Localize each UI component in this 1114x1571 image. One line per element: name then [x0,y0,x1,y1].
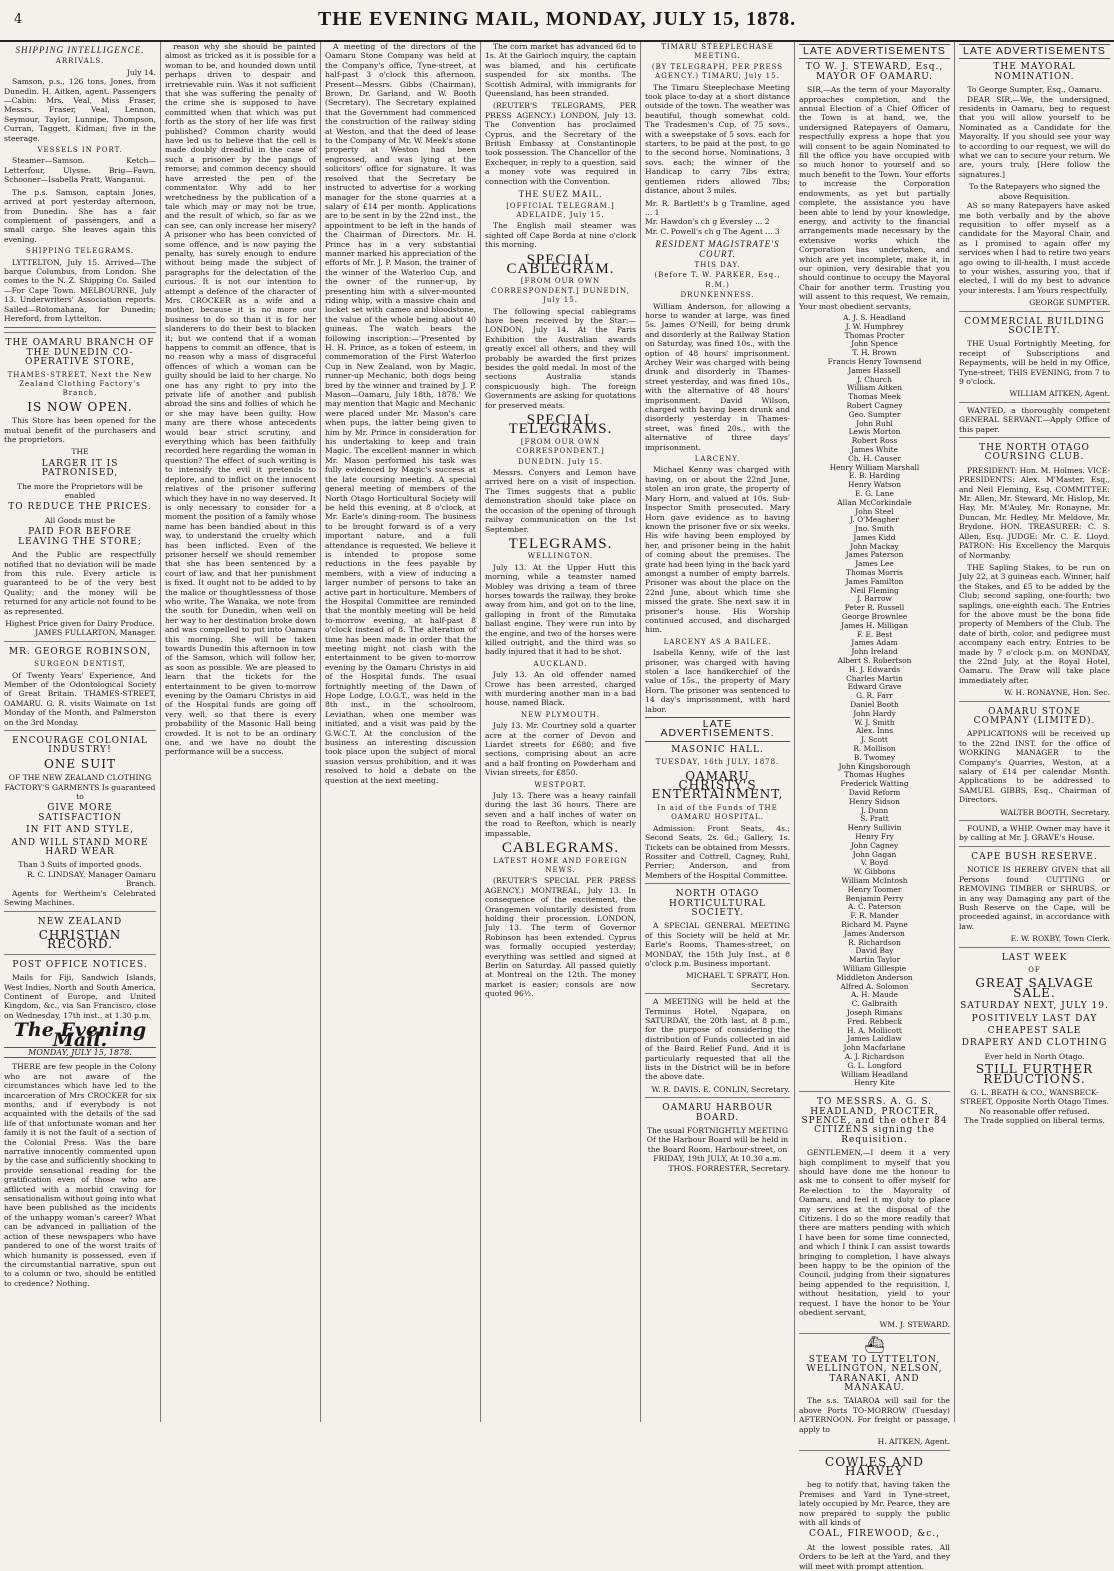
coal-big: COAL, FIREWOOD, &c., [808,1529,940,1540]
steamer-body: The s.s. TAIAROA will sail for the above Ports TO-MORROW (Tuesday) AFTERNOON. For freight or passage, apply to [799,1396,950,1434]
signatory-name: James Familton [845,576,904,586]
horticultural-heading: NORTH OTAGO HORTICULTURAL SOCIETY. [669,889,766,918]
signatory-name: Lewis Morton [848,427,901,437]
signatory-name: James Hassell [848,365,901,375]
record-heading: NEW ZEALAND [37,916,123,927]
steeplechase-sub: (BY TELEGRAPH, PER PRESS AGENCY.) TIMARU, July 15. [651,62,784,81]
masthead [0,0,1114,42]
sale-of: OF [1028,965,1041,974]
steeplechase-body: The Timaru Steeplechase Meeting took place to-day at a short distance outside of the town. The weather was beautiful, though somewhat cold. The Tradesmen's Cup, of 75 sovs., with a sweepstake of 5 sovs. each for starters, to be paid at the post, to go to the second horse. Nominations, 3 sovs. each; the winner of the Handicap to carry 7lbs extra; gentlemen riders allowed 7lbs; distance, about 3 miles. [645,82,790,196]
stone-company-signature: WALTER BOOTH, Secretary. [1000,807,1110,817]
coop-larger: LARGER IT IS PATRONISED, [41,458,119,479]
sale-signature: G. L. BEATH & CO., WANSBECK-STREET, Opposite North Otago Times. [959,1088,1109,1107]
sale-ever: Ever held in North Otago. [984,1051,1085,1061]
post-office-ad [4,954,156,1020]
auckland-body: July 13. An old offender named Crowe has been arrested, charged with murdering another man in a bad house, named Black. [485,670,636,708]
relief-meeting-ad [645,993,790,1094]
sale-trade: The Trade supplied on liberal terms. [964,1116,1105,1126]
signatory-name: Richard M. Payne [841,919,908,929]
industry-heading: ENCOURAGE COLONIAL INDUSTRY! [12,736,148,756]
new-plymouth-heading: NEW PLYMOUTH. [521,710,600,719]
arrivals-text: Samson, p.s., 126 tons, Jones, from Dunedin. H. Aitken, agent. Passengers—Cabin: Mrs. Veal, Miss Fraser, Messrs. Fraser, Veal, Lennon, Seymour, Taylor, Lunnipe, Thompson, Curran, Taggett, Kidman; five in the steerage. [4,77,156,143]
industry-body: OF THE NEW ZEALAND CLOTHING FACTORY'S GARMENTS Is guaranteed to [4,773,156,802]
shipping-note: The p.s. Samson, captain Jones, arrived at port yesterday afternoon, from Dunedin. She has a fair complement of passengers, and a small cargo. She leaves again this evening. [4,187,156,244]
signatory-name: Joseph Rimans [846,1007,903,1017]
westport-body: July 13. There was a heavy rainfall during the last 36 hours. There are seven and a half inches of water on the road to Reefton, which is nearly impassable. [485,791,636,838]
signatory-name: James Kidd [853,532,896,542]
signatory-name: E. B. Harding [848,471,901,481]
signatory-name: Henry Toomer [847,884,902,894]
shipping-telegrams-text: LYTTELTON, July 15. Arrived—The barque Columbus, from London. She comes to the N. Z. Shipping Co. Sailed—For Cape Town. MELBOURNE, July 13. Underwriters' Association reports. Sailed—Rotomahana, for Dunedin; Hereford, from Lyttelton. [4,257,156,323]
masonic-date: TUESDAY, 16th JULY, 1878. [655,758,780,767]
harbour-body: The usual FORTNIGHTLY MEETING Of the Harbour Board will be held in the Board Room, Harbour-street, on FRIDAY, 19th JULY, At 10.30 a.m. [646,1126,789,1164]
industry-signature: R. C. LINDSAY, Manager Oamaru Branch. [26,869,156,889]
result-item: Mr. Hawdon's ch g Eversley ... 2 [645,217,770,227]
signatory-name: Peter R. Russell [844,603,905,613]
result-item: Mr. C. Powell's ch g The Agent ... 3 [645,226,780,236]
signatory-name: Henry William Marshall [829,462,920,472]
special-telegrams-body: Messrs. Conyers and Lemon have arrived here on a visit of inspection. The Times suggests that a public demonstration should take place on the occasion of the opening of through railway communication on the 1st September. [485,468,636,534]
coop-store-ad [4,332,156,637]
section-shipping: SHIPPING INTELLIGENCE. [15,45,145,55]
coal-heading: COWLES AND HARVEY [825,1454,924,1478]
relief-meeting-signature: W. R. DAVIS. E. CONLIN, Secretary. [651,1084,790,1094]
signatory-name: A. J. Richardson [844,1051,905,1061]
vessels-heading: VESSELS IN PORT. [37,146,123,155]
dentist-ad [4,641,156,727]
sale-note: No reasonable offer refused. [979,1106,1090,1116]
signatory-name: S. Pratt [860,814,889,824]
building-society-signature: WILLIAM AITKEN, Agent. [1009,389,1110,399]
signatory-name: J. Scott [861,735,888,745]
reply-to: TO MESSRS. A. G. S. HEADLAND, PROCTER, SPENCE, and the other 84 CITIZENS signing the Requisition. [801,1097,948,1145]
cablegrams-heading: CABLEGRAMS. [501,840,620,857]
salvage-sale-ad [959,947,1110,1126]
signatory-name: Geo. Sumpter [848,409,901,419]
christy-heading: OAMARU CHRISTY'S ENTERTAINMENT, [651,768,784,802]
horticultural-ad [645,883,790,990]
post-office-heading: POST OFFICE NOTICES. [12,959,148,970]
signatory-name: A. C. Paterson [847,902,902,912]
found-body: FOUND, a WHIP. Owner may have it by calling at Mr. J. GRAVE's House. [959,824,1110,843]
signatory-name: Alfred A. Solomon [840,981,909,991]
editorial-continued: reason why she should be painted almost as tricked as it is possible for a woman to be, and hounded down until perhaps driven to despair and irretrievable ruin. Was it not sufficient that she was suffering the penalty of the crime she is supposed to have committed when that which was put forth as the story of her life was first published? Common charity would have led us to believe that the cell is made doubly dreadful in the case of such a prisoner by the pangs of remorse; and common decency should have arrested the pen of the commentator. Why add to her wretchedness by the publication of a tale which may or may not be true, and the result of which, so far as we can see, can only increase her misery? A prisoner who has been convicted of some offence, and is now paying the penalty, has surely enough to endure without being made the subject of paragraphs for the delectation of the curious. It is not our intention to attempt a defence of the character of Mrs. CROCKER as a wife and a mother, because it is no more our business to do so than it is for her slanderers to do their best to blacken it; but we contend that if a woman happens to commit an offence, that is no reason why a mass of disgraceful offences of which a woman can be guilty should be laid to her charge. No one has any right to pry into the private life of another and publish abroad the sins and follies of which he or she may have been guilty. How many are there whose antecedents would bear strict scrutiny, and everything which has been faithfully recorded here regarding the woman in question? The effect of such writing is to intensify the evil it pretends to deplore, and to inflict on the innocent relatives of the prisoner suffering which they have in no way deserved. It is only necessary to consider for a moment the position of a family whose name has been bandied about in this way, to understand the cruelty which has been inflicted. Even of the prisoner herself we should remember that she has been sentenced by a court of law, and that her punishment is fixed. It ought not to be added to by the malice or thoughtlessness of those who write. The Wanaka, we note from the south for Dunedin, when well on her way to her destination broke down and was compelled to put into Oamaru this morning. She will be taken towards Dunedin this afternoon in tow of the Samson, which will follow her, as soon as possible. We are pleased to learn that the tickets for the entertainment to be given to-morrow evening by the Oamaru Christys in aid of the Hospital funds are going off very well, so that there is every probability of the Masonic Hall being crowded. It is not to be an ordinary one, and we have no doubt the performance will be a success. [165,42,316,757]
mayor-reply-signature: GEORGE SUMPTER. [1029,298,1110,308]
signatory-list [799,314,950,1088]
stone-company-heading: OAMARU STONE COMPANY (LIMITED). [973,706,1096,726]
coursing-heading: THE NORTH OTAGO COURSING CLUB. [979,443,1090,463]
signatory-name: J. Church [857,374,892,384]
building-society-heading: COMMERCIAL BUILDING SOCIETY. [964,316,1105,336]
signatory-name: Albert S. Robertson [837,656,912,666]
masonic-hall: MASONIC HALL. [671,744,764,755]
signatory-name: Thomas Procter [844,330,905,340]
signatory-name: Henry Kite [854,1078,895,1088]
signatory-name: E. G. Lane [855,488,894,498]
late-ads-heading: LATE ADVERTISEMENTS. [645,717,790,742]
signatory-name: Frederick Watting [840,779,909,789]
suez-body: The English mail steamer was sighted off Cape Borda at nine o'clock this morning. [485,221,636,250]
industry-ad [4,730,156,908]
signatory-name: Robert Cagney [846,400,903,410]
column-3 [320,42,480,1422]
mayor-heading: THE MAYORAL NOMINATION. [993,62,1076,82]
sale-last-week: LAST WEEK [1001,952,1068,963]
sale-cheapest: CHEAPEST SALE [987,1025,1082,1036]
signatory-name: John Macfarlane [843,1043,906,1053]
signatory-name: F. R. Mander [850,911,899,921]
signatory-name: F. E. Best [856,629,893,639]
result-item: Mr. R. Bartlett's b g Tramline, aged ... 1 [645,198,790,217]
coop-paid: PAID FOR BEFORE LEAVING THE STORE; [18,527,142,547]
column-5 [640,42,794,1422]
local-news: A meeting of the directors of the Oamaru Stone Company was held at the Company's office, Tyne-street, at half-past 3 o'clock this afternoon. Present—Messrs. Gibbs (Chairman), Brown, Dr. Garland, and W. Booth (Secretary). The Secretary explained that the Government had commenced the construction of the railway siding at Weston, and that the deed of lease to the Company of Mr. W. Meek's stone property at Weston had been engrossed, and was lying at the solicitors' office for signature. It was resolved that the Secretary be instructed to advertise for a working manager for the stone quarries at a salary of £14 per month. Applications are to be sent in by the 22nd inst., the appointment to be left in the hands of the Chairman of Directors. Mr. H. Prince has in a very substantial manner marked his appreciation of the efforts of Mr. J. P. Mason, the trainer of the winner of the Waterloo Cup, and the owner of the runner-up, by presenting him with a silver-mounted riding whip, with a massive chain and locket set with cameo and bloodstone, the value of the whole being about 40 guineas. The watch bears the following inscription:—'Presented by H. H. Prince, as a token of esteem, in commemoration of the First Waterloo Cup in New Zealand, won by Magic, runner-up Mechanic, both dogs being bred by the winner and trained by J. P. Mason—Oamaru, July 18th, 1878.' We may mention that Magic and Mechanic were placed under Mr. Mason's care when pups, the latter being given to him by Mr. Prince in consideration for his undertaking to keep and train Magic. The excellent manner in which Mr. Mason performed his task was fully evidenced by Magic's success at the late coursing meeting. A special general meeting of members of the North Otago Horticultural Society will be held this evening, at 8 o'clock, at Mr. Earle's dining-room. The business to be brought forward is of a very important nature, and a full attendance is requested. We believe it is intended to propose some reductions in the fees payable by members, with a view of inducing a larger number of persons to take an active part in horticulture. Members of the Hospital Committee are reminded that the monthly meeting will be held to-morrow evening, at half-past 8 o'clock instead of 8. The alteration of time has been made in order that the meeting might not clash with the entertainment to be given to-morrow evening by the Oamaru Christys in aid of the Hospital funds. The usual fortnightly meeting of the Dawn of Hope Lodge, I.O.G.T., was held in the 8th inst., in the schoolroom, Leviathan, when one member was initiated, and a visit was paid by the G.W.C.T. At the conclusion of the business an interesting discussion took place upon the subject of moral suasion versus prohibition, and it was resolved to hold a debate on the question at the next meeting. [325,42,476,785]
dentist-sub: SURGEON DENTIST, [34,660,126,669]
sale-title: GREAT SALVAGE SALE. [975,976,1094,1000]
signatory-name: George Brownlee [841,612,908,622]
reply-ad [799,1091,950,1330]
signatory-name: J. O'Meagher [850,515,899,525]
signatory-name: W. Gibbons [853,867,896,877]
editorial-date: MONDAY, JULY 15, 1878. [4,1047,156,1058]
signatory-name: John Cagney [850,840,899,850]
special-telegrams-sub: [FROM OUR OWN CORRESPONDENT.] [516,437,605,456]
signatory-name: David Reform [848,788,901,797]
signatory-name: Benjamin Perry [845,893,904,903]
special-telegrams-heading: SPECIAL TELEGRAMS. [508,412,613,438]
telegrams-heading: TELEGRAMS. [508,535,613,552]
rm-body2: Michael Kenny was charged with having, on or about the 22nd June, stolen an iron grate, the property of Mary Horn, and valued at 10s. Sub-Inspector Smith prosecuted. Mary Horn gave evidence as to having known the prisoner five or six weeks. His wife having been employed by her, and prisoner being in the habit of coming about the premises. The grate had been lying in the back yard amongst a number of empty barrels. Prisoner was about the place on the 22nd June, about which time she missed the grate. She next saw it in prisoner's house. His Worship continued accused, and discharged him. [645,465,790,635]
signatory-name: Henry Sidson [849,796,900,806]
rm-this-day: THIS DAY. [694,260,741,269]
wellington-heading: WELLINGTON. [527,552,594,561]
signatory-name: Ch. H. Causer [848,453,901,463]
bush-reserve-heading: CAPE BUSH RESERVE. [971,851,1098,862]
signatory-name: John Spence [851,339,898,349]
coal-body: beg to notify that, having taken the Premises and Yard in Tyne-street, lately occupied by Mr. Pearce, they are now prepared to supply the public with all kinds of [799,1480,950,1527]
wanted-ad [959,402,1110,434]
signatory-name: R. Richardson [848,937,901,947]
special-telegrams-place: DUNEDIN. July 15. [517,457,604,466]
vessels-text: Steamer—Samson. Ketch—Letterfour, Ulysse. Brig—Fawn. Schooner—Isabella Pratt, Wanganui. [4,156,156,185]
signatory-name: B. Twomey [853,752,896,762]
coursing-ad [959,437,1110,698]
corn-market: The corn market has advanced 6d to 1s. At the Gairloch inquiry, the captain was blamed, and his certificate suspended for six months. The Scottish Admiral, with immigrants for Queensland, has been stranded. [485,42,636,99]
signatory-name: Thomas Morris [846,568,903,578]
signatory-name: John Kingsborough [838,761,911,771]
coop-more: The more the Proprietors will be enabled [17,481,143,501]
signatory-name: William Headland [841,1069,908,1079]
signatory-name: William Gillespie [842,963,907,973]
cablegrams-body: (REUTER'S SPECIAL PER PRESS AGENCY.) MONTREAL, July 13. In consequence of the excitement, the Orangemen voluntarily desisted from holding their procession. LONDON, July 13. The term of Governor Robinson has been extended. Cyprus was formally occupied yesterday; everything was settled and signed at Berlin on Saturday. All passed quietly at Montreal on the 12th. The money market is easier; consols are now quoted 96½. [485,876,636,999]
signatory-name: J. W. Humphrey [845,321,904,331]
rm-body: William Anderson, for allowing a horse to wander at large, was fined 5s. James O'Neill, for being drunk and disorderly at the Railway Station on Saturday, was fined 10s., with the option of 48 hours' imprisonment. Archey Weir was charged with being drunk and disorderly in Thames-street yesterday, and was fined 10s., with the alternative of 48 hours' imprisonment. David Wilson, charged with having been drunk and disorderly yesterday in Thames-street, was fined 20s., with the alternative of three days' imprisonment. [645,301,790,452]
signatory-name: Henry Sullivin [847,823,902,833]
harbour-signature: THOS. FORRESTER, Secretary. [668,1163,790,1173]
industry-stand: AND WILL STAND MORE HARD WEAR [11,837,149,858]
column-4 [480,42,640,1422]
sale-still: STILL FURTHER REDUCTIONS. [975,1062,1094,1086]
stone-company-ad [959,701,1110,817]
sale-day: SATURDAY NEXT, JULY 19. [960,1001,1109,1012]
signatory-name: John Gagan [852,849,897,859]
coursing-signature: W. H. RONAYNE, Hon. Sec. [1004,688,1110,698]
coop-heading: THE OAMARU BRANCH OF THE DUNEDIN CO-OPERATIVE STORE, [5,338,155,368]
industry-fit: IN FIT AND STYLE, [26,825,134,836]
coal-body2: At the lowest possible rates. All Orders to be left at the Yard, and they will meet with prompt attention. [799,1542,950,1571]
shipping-telegrams-heading: SHIPPING TELEGRAMS. [25,247,135,256]
cablegrams-sub: LATEST HOME AND FOREIGN NEWS. [493,856,628,874]
horticultural-body: A SPECIAL GENERAL MEETING of this Society will be held at Mr. Earle's Rooms, Thames-street, on MONDAY, the 15th July Inst., at 8 o'clock p.m. Business important. [645,921,790,968]
requisition-body: SIR,—As the term of your Mayoralty approaches completion, and the annual Election of a Chief Officer of the Town is at hand, we, the undersigned Ratepayers of Oamaru, respectfully express a hope that you will consent to be again Nominated to fill the office you have occupied with so much honor to yourself and so much benefit to the Town. Your efforts to increase the Corporation endowments, as yet but partially complete, the assistance you have been able to lend by your knowledge, energy, and activity to the financial arrangements made necessary by the extensive works which the Corporation has undertaken, and which are yet incomplete, make it, in our opinion, very desirable that you should continue to occupy the Mayoral Chair for another term. Trusting you will assent to this request, We remain, Your most obedient servants, [799,85,950,311]
signatory-name: Fred. Rebbeck [847,1016,902,1026]
signatory-name: Allan McCorkindale [837,497,912,507]
building-society-ad [959,311,1110,399]
signatory-name: C. Galbraith [851,999,898,1009]
late-ads-heading: LATE ADVERTISEMENTS [959,44,1110,59]
coop-body2: And the Public are respectfully notified that no deviation will be made from this rule. Every article is guaranteed to be of the very best Quality; and the money will be returned for any article not found to be as represented. [4,550,156,616]
signatory-name: Alex. Inns [855,726,894,736]
signatory-name: T. H. Brown [852,348,897,358]
auckland-heading: AUCKLAND. [533,659,588,668]
signatory-name: J. Dunn [860,805,889,815]
signatory-name: Thomas Hughes [844,770,905,780]
steamer-ad [799,1333,950,1447]
bush-reserve-body: NOTICE IS HEREBY GIVEN that all Persons found CUTTING or REMOVING TIMBER or SHRUBS, or in any way Damaging any part of the Bush Reserve on the Cape, will be proceeded against, in accordance with law. [959,865,1110,931]
signatory-name: John Ruhl [856,418,893,428]
steamer-heading: STEAM TO LYTTELTON, WELLINGTON, NELSON, TARANAKI, AND MANAKAU. [806,1354,943,1394]
signatory-name: G. L. Longford [847,1060,902,1070]
horticultural-signature: MICHAEL T. SPRATT, Hon. Secretary. [685,971,790,990]
signatory-name: Thomas Meek [848,392,901,402]
signatory-name: V. Boyd [860,858,889,868]
divider [4,327,156,328]
signatory-name: John Mackay [850,541,899,551]
newspaper-title: THE EVENING MAIL, MONDAY, JULY 15, 1878. [317,8,797,30]
signatory-name: Middleton Anderson [836,972,913,982]
sale-last-day: POSITIVELY LAST DAY [971,1013,1098,1024]
post-office-body: Mails for Fiji, Sandwich Islands, West Indies, North and South America, Continent of Europe, and United Kingdom, &c., via San Francisco, close on Wednesday, 17th inst., at 1.30 p.m. [4,973,156,1020]
coursing-body: PRESIDENT: Hon. M. Holmes. VICE-PRESIDENTS: Alex. M'Master, Esq., and Neil Fleming, Esq. COMMITTEE: Mr. Allen, Mr. Steward, Mr. Hislop, Mr. Hay, Mr. M'Auley, Mr. Ronayne, Mr. Duncan, Mr. Hedley, Mr. Meldove, Mr. Brydone. HON. TREASURER: C. S. Allen, Esq. JUDGE: Mr. C. E. Lloyd. PATRON: His Excellency the Marquis of Normanby. [959,465,1110,560]
reply-body: GENTLEMEN,—I deem it a very high compliment to myself that you should have done me the honour to ask me to consent to offer myself for Re-election to the Mayoralty of Oamaru, and feel it my duty to place my services at the disposal of the Citizens. I do so the more readily that there are matters pending with which I have been for some time connected, and which I think I can assist towards bringing to completion. I have always been happy to be the opinion of the Council, judging from their signatures being appended to the requisition, I, without hesitation, yield to your request. I have the honor to be Your obedient servant, [799,1148,950,1318]
signatory-name: Henry Fry [855,831,894,841]
dentist-body: Of Twenty Years' Experience, And Member of the Odontological Society of Great Britain. THAMES-STREET, OAMARU. G. R. visits Waimate on 1st Monday of the Month, and Palmerston on the 3rd Monday. [4,670,156,727]
industry-give: GIVE MORE SATISFACTION [38,803,122,823]
signatory-name: A. H. Maude [850,990,899,1000]
signatory-name: Francis Henry Townsend [827,356,922,366]
signatory-name: James Adam [851,638,898,648]
coop-reduce: TO REDUCE THE PRICES. [8,502,152,513]
harbour-board-ad [645,1097,790,1173]
building-society-body: THE Usual Fortnightly Meeting, for receipt of Subscriptions and Repayments, will be held in my Office, Tyne-street, THIS EVENING, from 7 to 9 o'clock. [959,339,1110,386]
westport-heading: WESTPORT. [534,780,587,789]
signatory-name: W. J. Smith [854,717,895,727]
coop-dairy: Highest Price given for Dairy Produce. [5,618,155,628]
requisition-to: TO W. J. STEWARD, Esq., MAYOR OF OAMARU. [805,62,944,82]
signatory-name: William Aitken [847,383,902,393]
suez-heading: THE SUEZ MAIL. [518,189,603,200]
signatory-name: R. Mollison [853,744,896,754]
column-1 [0,42,160,1422]
relief-meeting-body: A MEETING will be held at the Terminus Hotel, Ngapara, on SATURDAY, the 20th last, at 8 p.m., for the purpose of considering the distribution of Funds collected in aid of the Baird Relief Fund. And it is particularly requested that all the lists in the District will be in before the above date. [645,997,790,1082]
reuters-telegrams: (REUTER'S TELEGRAMS, PER PRESS AGENCY.) LONDON, July 13. The Convention has proclaimed Cyprus, and the Secretary of the British Embassy at Constantinople took possession. The Chancellor of the Exchequer, in reply to a question, said a money vote was required in connection with the Convention. [485,101,636,186]
signatory-name: Jno. Smith [855,524,894,534]
steamer-signature: H. AITKEN, Agent. [877,1437,950,1447]
signatory-name: James Paterson [845,550,904,560]
steeplechase-results [645,199,790,237]
signatory-name: H. A. Mollicott [847,1025,902,1035]
signatory-name: Daniel Booth [850,700,899,710]
found-ad [959,820,1110,843]
signatory-name: David Bay [855,946,894,956]
steeplechase-heading: TIMARU STEEPLECHASE MEETING. [661,43,774,61]
coop-body: This Store has been opened for the mutual benefit of the purchasers and the proprietors. [4,416,156,445]
signatory-name: John Hardy [853,708,896,718]
signatory-name: Charles Martin [846,673,903,683]
new-plymouth-body: July 13. Mr. Courtney sold a quarter acre at the corner of Devon and Liardet streets for £680; and five sections, comprising about an acre and a half fronting on Powderham and Vivian streets, for £850. [485,721,636,778]
signatory-name: J. Barrow [857,594,892,604]
coop-goods: All Goods must be [45,515,115,525]
mayor-body: DEAR SIR,—We, the undersigned, residents in Oamaru, beg to request that you will allow yourself to be Nominated as a Candidate for the Mayoralty. If you should see your way to according to our request, we will do what we can to secure your return. We are, yours truly, [Here follow the signatures.] [959,94,1110,179]
industry-one: ONE SUIT [44,756,116,771]
mayor-to: To George Sumpter, Esq., Oamaru. [967,85,1102,95]
signatory-name: Robert Ross [851,436,898,446]
christian-record-ad [4,911,156,950]
signatory-name: A. J. S. Headland [843,312,906,322]
editorial-leader: THERE are few people in the Colony who are not aware of the circumstances which have led to the incarceration of Mrs CROCKER for six months, and if everybody is not acquainted with the details of the sad life of that unfortunate woman and her family it is not the fault of a section of the Colonial Press. Was the bare narrative innocently commented upon by the case and sufficiently shocking to provide sensational reading for the gratification even of those who are afflicted with a morbid craving for sensationalism without going into what have been published as the incidents of the unhappy woman's career? What can be advanced in palliation of the action of these newspapers who have pandered to one of the worst traits of which humanity is possessed, even if the circumstantial narrative, spun out to a column or two, should be entitled to credence? Nothing. [4,1062,156,1288]
signatory-name: James White [851,444,898,454]
signatory-name: James Anderson [844,928,905,938]
coursing-body2: THE Sapling Stakes, to be run on July 22, at 3 guineas each. Winner, half the Stakes, and £5 to be added by the Club; second sapling, one-fourth; two saplings, one-eighth each. The Entries for the above must be the bona fide property of Members of the Club. The date of birth, color, and pedigree must accompany each entry. Entries to be made by 7 o'clock p.m. on MONDAY, the 22nd July, at the Royal Hotel, Oamaru. The Draw will take place immediately after. [959,562,1110,685]
stone-company-body: APPLICATIONS will be received up to the 22nd INST. for the office of WORKING MANAGER to the Company's Quarries, Weston, at a salary of £14 per calendar Month. Applications to be addressed to SAMUEL GIBBS, Esq., Chairman of Directors. [959,729,1110,805]
signatory-name: John Steel [855,506,894,516]
suez-sub: [OFFICIAL TELEGRAM.] ADELAIDE, July 15. [506,201,615,219]
special-cablegram-sub: [FROM OUR OWN CORRESPONDENT.] DUNEDIN, July 15. [491,277,630,305]
bush-reserve-signature: E. W. ROXBY, Town Clerk. [1010,934,1110,944]
industry-than: Than 3 Suits of imported goods. [18,860,142,870]
column-7 [954,42,1114,1422]
editorial-masthead: The Evening Mail. [13,1019,147,1051]
signatory-name: Edward Grave [847,682,902,692]
signatory-name: James H. Milligan [841,620,908,630]
signatory-name: Martin Taylor [848,955,901,965]
rm-larceny: LARCENY. [694,455,741,464]
christy-sub: In aid of the Funds of THE OAMARU HOSPITAL. [657,803,778,822]
rm-court-heading: RESIDENT MAGISTRATE'S COURT. [655,239,780,259]
wanted-body: WANTED, a thoroughly competent GENERAL SERVANT.—Apply Office of this paper. [959,405,1110,434]
harbour-heading: OAMARU HARBOUR BOARD. [662,1103,773,1123]
mayor-reply-to: To the Ratepayers who signed the above Requisition. [968,182,1101,201]
signatory-name: James Lee [855,559,894,569]
special-cablegram-heading: SPECIAL CABLEGRAM. [506,251,615,277]
column-6 [794,42,954,1571]
sale-drapery: DRAPERY AND CLOTHING [961,1038,1108,1049]
rm-before: (Before T. W. PARKER, Esq., R.M.) [654,271,781,289]
coop-signature: JAMES FULLARTON, Manager. [35,628,156,638]
reply-signature: WM. J. STEWARD. [879,1320,950,1330]
signatory-name: Henry Watson [848,480,901,490]
industry-agent: Agents for Wertheim's Celebrated Sewing Machines. [4,888,156,908]
bush-reserve-ad [959,846,1110,944]
rm-drunkenness: DRUNKENNESS. [680,291,755,300]
mayor-reply-body: AS so many Ratepayers have asked me both verbally and by the above requisition to offer myself as a candidate for the Mayoral Chair, and as I promised to again offer my services when I had to retire two years ago owing to ill-health, I must accede to your wishes, assuring you, that if elected, I will do my best to advance your interests. I am Yours respectfully, [959,201,1110,295]
coop-open: IS NOW OPEN. [27,399,133,414]
rm-larceny-bailee: LARCENY AS A BAILEE. [663,637,772,646]
signatory-name: James Laidlaw [847,1034,902,1044]
coop-the: THE [71,447,89,457]
arrivals-date: July 14. [126,67,156,77]
column-2 [160,42,320,1422]
coop-sub: THAMES-STREET, Next the New Zealand Clothing Factory's Branch, [7,370,153,398]
signatory-name: Neil Fleming [850,585,899,595]
newspaper-columns [0,42,1114,1571]
record-title: CHRISTIAN RECORD. [38,927,122,952]
arrivals-heading: ARRIVALS. [55,57,105,66]
signatory-name: H. J. Edwards [848,664,901,674]
special-cablegram-body: The following special cablegrams have been received by the Star:— LONDON, July 14. At the Paris Exhibition the Australian awards greatly excel all others, and they will probably be awarded the first prizes besides the gold medal. In most of the sections Australia stands conspicuously high. The foreign Governments are asking for quotations for preserved meats. [485,306,636,410]
page-number: 4 [14,12,23,27]
coal-ad [799,1450,950,1571]
christy-body: Admission: Front Seats, 4s.; Second Seats, 2s. 6d.; Gallery, 1s. Tickets can be obtained from Messrs. Rossiter and Cottrell, Cagney, Ruhl, Perrier; Anderson, and from Members of the Hospital Committee. [645,823,790,880]
ship-icon: ⛴ [864,1334,885,1354]
signatory-name: G. R. Farr [856,691,893,701]
wellington-body: July 13. At the Upper Hutt this morning, while a teamster named Mobley was driving a team of three horses towards the railway, they broke away from him, and got on to the line, galloping in front of the Rimutaka ballast engine. They were run into by the engine, and two of the horses were killed outright, and the third was so badly injured that it had to be shot. [485,562,636,657]
signatory-name: William McIntosh [841,875,908,885]
rm-body3: Isabella Kenny, wife of the last prisoner, was charged with having stolen a lace handkerchief of the value of 15s., the property of Mary Horn. The prisoner was sentenced to 14 day's imprisonment, with hard labor. [645,648,790,714]
late-ads-heading: LATE ADVERTISEMENTS [799,44,950,59]
signatory-name: John Ireland [851,647,898,657]
dentist-heading: MR. GEORGE ROBINSON, [8,646,152,657]
